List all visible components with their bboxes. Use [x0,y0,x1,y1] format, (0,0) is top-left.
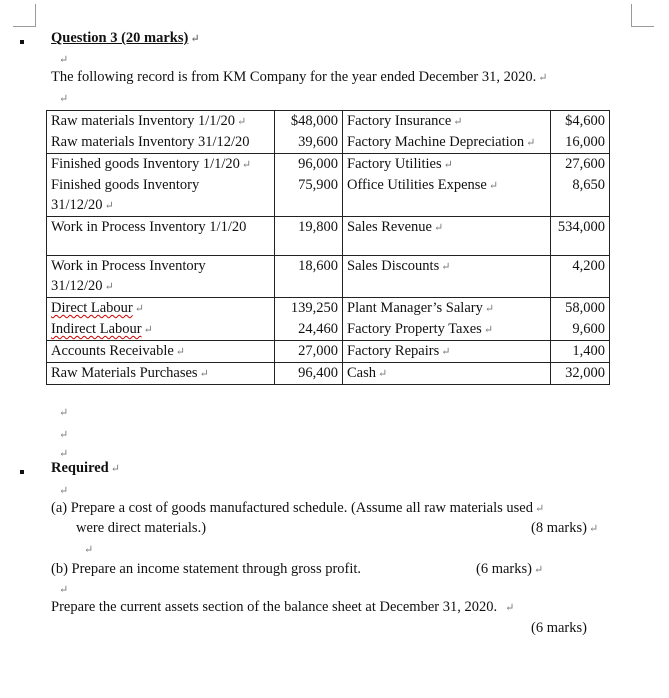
paragraph-mark: ↵ [59,407,69,419]
table-cell-item: Work in Process Inventory 31/12/20 ↵ [47,256,275,298]
table-cell-amount: 27,000 [275,341,343,363]
table-row [47,319,610,341]
table-row [47,341,610,363]
paragraph-mark: ↵ [59,584,69,596]
intro-paragraph [51,69,547,86]
table-cell-item: Finished goods Inventory 31/12/20 ↵ [51,177,200,213]
table-cell-item: Factory Property Taxes ↵ [343,319,551,341]
table-cell-item: Factory Utilities ↵ [343,154,551,176]
table-row [47,132,610,154]
required-a-line1: (a) Prepare a cost of goods manufactured schedule. (Assume all raw materials used ↵ [51,500,545,516]
table-cell-item: Raw Materials Purchases ↵ [47,363,275,385]
table-cell-amount: 24,460 [275,319,343,341]
table-cell-amount: 39,600 [275,132,343,154]
table-cell-amount: 9,600 [551,319,610,341]
table-row [47,154,610,176]
table-cell-item: Factory Repairs ↵ [343,341,551,363]
paragraph-mark: ↵ [84,544,94,556]
paragraph-mark: ↵ [59,448,69,460]
table-cell-item: Direct Labour ↵ [47,298,275,320]
table-cell-amount: 32,000 [551,363,610,385]
table-cell-amount: 19,800 [275,217,343,256]
required-heading: Required ↵ [51,460,120,476]
table-cell-amount: 4,200 [551,256,610,298]
paragraph-mark: ↵ [59,429,69,441]
table-cell-item: Factory Machine Depreciation ↵ [343,132,551,154]
paragraph-mark: ↵ [59,93,69,105]
table-cell-amount: $4,600 [551,111,610,133]
table-cell-amount: 534,000 [551,217,610,256]
table-cell-item: Office Utilities Expense ↵ [343,175,551,217]
records-table [46,110,610,385]
table-row [47,217,610,256]
table-cell-item: Plant Manager’s Salary ↵ [343,298,551,320]
table-cell-amount: 96,400 [275,363,343,385]
paragraph-mark: ↵ [190,33,200,45]
table-cell-amount: 1,400 [551,341,610,363]
table-cell-item: Cash ↵ [343,363,551,385]
required-a-marks: (8 marks) ↵ [531,520,599,536]
table-cell-amount: 139,250 [275,298,343,320]
table-cell-amount: 58,000 [551,298,610,320]
table-cell-amount: 27,600 [551,154,610,176]
intro-text: The following record is from KM Company for the year ended December 31, 2020. [51,69,537,85]
table-row [47,363,610,385]
table-cell-amount: 16,000 [551,132,610,154]
bullet-2 [20,470,24,474]
table-cell-amount: $48,000 [275,111,343,133]
required-c-marks: (6 marks) [531,620,587,636]
table-cell-item: Accounts Receivable ↵ [47,341,275,363]
table-cell-item: Raw materials Inventory 31/12/20 [51,134,250,150]
bullet-1 [20,40,24,44]
table-cell-item: Sales Revenue ↵ [343,217,551,256]
required-b-marks: (6 marks) ↵ [476,561,544,577]
question-title [51,30,200,47]
required-c: Prepare the current assets section of the balance sheet at December 31, 2020. ↵ [51,599,515,615]
question-title-text: Question 3 (20 marks) [51,30,189,46]
table-row [47,111,610,133]
table-cell-item: Raw materials Inventory 1/1/20 ↵ [51,113,247,129]
required-a-line2: were direct materials.) [76,520,207,536]
crop-mark-top-left [13,4,36,27]
table-cell-item: Sales Discounts ↵ [343,256,551,298]
table-cell-amount: 18,600 [275,256,343,298]
table-row [47,256,610,298]
table-row [47,175,610,217]
table-cell-amount: 75,900 [275,175,343,217]
table-cell-item: Work in Process Inventory 1/1/20 [47,217,275,256]
table-cell-item: Finished goods Inventory 1/1/20 ↵ [47,154,275,176]
table-cell-item: Factory Insurance ↵ [343,111,551,133]
table-cell-amount: 8,650 [551,175,610,217]
table-cell-amount: 96,000 [275,154,343,176]
paragraph-mark: ↵ [59,485,69,497]
paragraph-mark: ↵ [59,54,69,66]
table-cell-item: Indirect Labour ↵ [51,321,153,337]
required-b: (b) Prepare an income statement through gross profit. [51,561,362,577]
crop-mark-top-right [631,4,654,27]
table-row [47,298,610,320]
paragraph-mark: ↵ [538,72,548,84]
